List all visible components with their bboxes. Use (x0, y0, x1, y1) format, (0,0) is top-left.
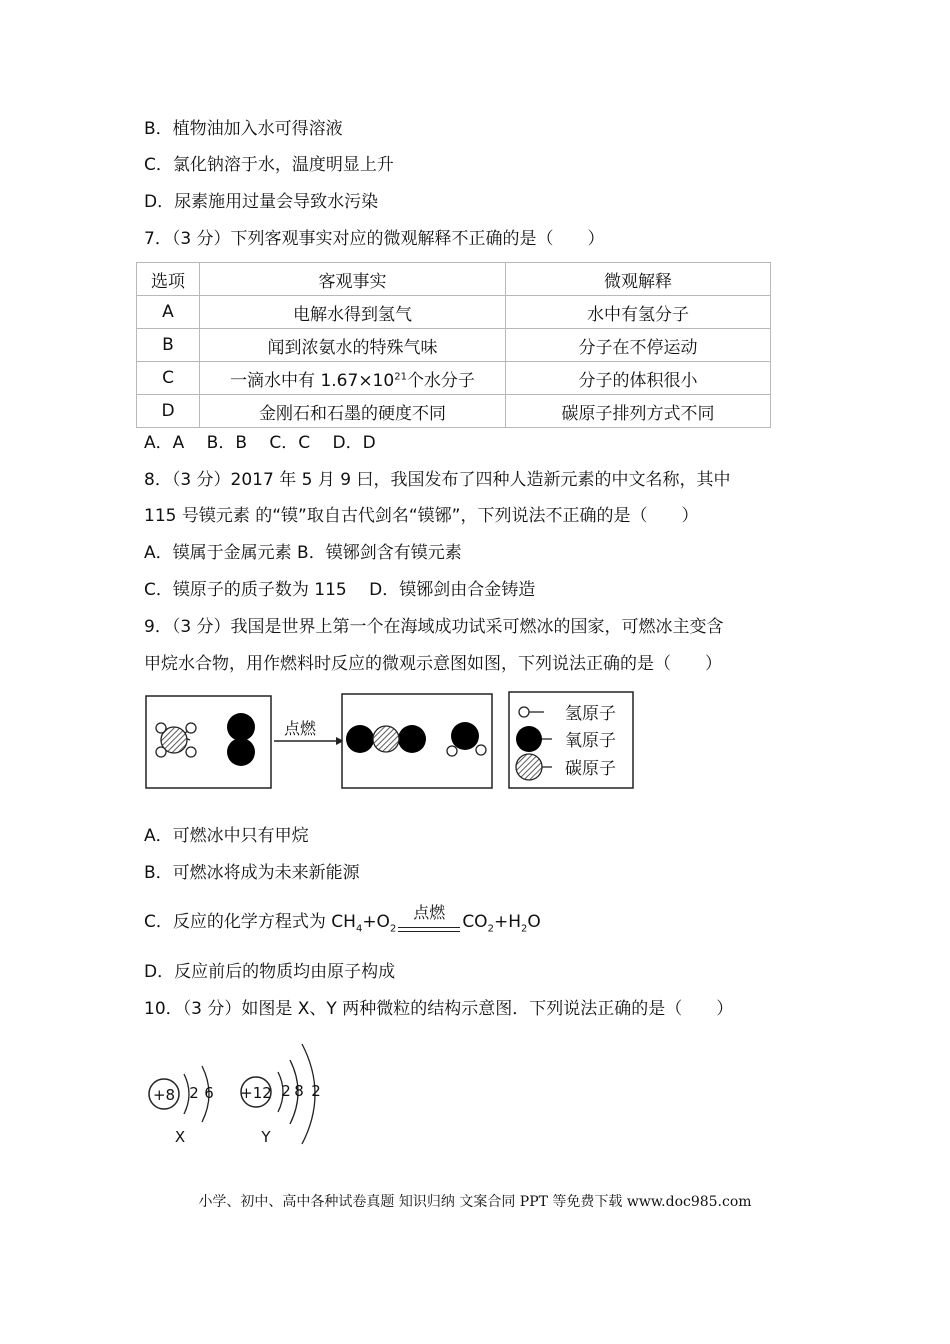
arrow-condition-label: 点燃 (283, 719, 317, 738)
header-explain: 微观解释 (506, 263, 771, 296)
legend-oxygen-label: 氧原子 (565, 731, 616, 751)
table-header-row (137, 263, 771, 296)
q9-option-a: A．可燃冰中只有甲烷 (144, 826, 309, 846)
row-option: C (137, 362, 200, 395)
header-fact: 客观事实 (200, 263, 506, 296)
carbon-atom (373, 726, 399, 752)
q7-answer-options: A．A B．B C．C D．D (144, 433, 376, 453)
q9-option-b: B．可燃冰将成为未来新能源 (144, 863, 360, 883)
oxygen-atom (227, 713, 255, 741)
legend-hydrogen-label: 氢原子 (565, 704, 616, 724)
hydrogen-atom (186, 747, 196, 757)
row-fact: 电解水得到氢气 (200, 296, 506, 329)
q10-stem: 10．（3 分）如图是 X、Y 两种微粒的结构示意图．下列说法正确的是（ ） (144, 999, 734, 1019)
q7-table (136, 262, 771, 428)
page-footer: 小学、初中、高中各种试卷真题 知识归纳 文案合同 PPT 等免费下载 www.doc985.com (198, 1194, 752, 1210)
row-option: B (137, 329, 200, 362)
q8-stem-line1: 8．（3 分）2017 年 5 月 9 曰，我国发布了四种人造新元素的中文名称，其中 (144, 470, 731, 490)
y-shell-3: 2 (311, 1082, 321, 1100)
x-shell-2: 6 (204, 1084, 214, 1102)
row-explain: 水中有氢分子 (506, 296, 771, 329)
row-option: D (137, 395, 200, 428)
row-fact: 闻到浓氨水的特殊气味 (200, 329, 506, 362)
row-option: A (137, 296, 200, 329)
hydrogen-atom (156, 747, 166, 757)
header-option: 选项 (137, 263, 200, 296)
x-nucleus-charge: +8 (152, 1086, 176, 1104)
y-label: Y (261, 1128, 271, 1146)
row-fact: 金刚石和石墨的硬度不同 (200, 395, 506, 428)
particle-y (240, 1044, 321, 1146)
reaction-condition: 点燃 (396, 918, 462, 940)
q9-stem-line1: 9．（3 分）我国是世界上第一个在海域成功试采可燃冰的国家，可燃冰主变含 (144, 617, 724, 637)
oxygen-atom (227, 738, 255, 766)
table-row (137, 362, 771, 395)
hydrogen-atom (476, 745, 486, 755)
methane-molecule (156, 723, 196, 757)
q6-option-b: B．植物油加入水可得溶液 (144, 119, 343, 139)
oxygen-atom (398, 725, 426, 753)
q6-option-c: C．氯化钠溶于水，温度明显上升 (144, 155, 394, 175)
oxygen-atom (451, 722, 479, 750)
x-label: X (174, 1128, 186, 1146)
row-explain: 分子在不停运动 (506, 329, 771, 362)
row-fact: 一滴水中有 $1.67\times 10^{21}$个水分子 (200, 362, 506, 395)
y-nucleus-charge: +12 (240, 1084, 272, 1102)
q8-options-line1: A．镆属于金属元素 B．镆铘剑含有镆元素 (144, 543, 462, 563)
row-explain: 碳原子排列方式不同 (506, 395, 771, 428)
hydrogen-atom (447, 746, 457, 756)
atomic-structure-diagram (140, 1032, 340, 1150)
row-explain: 分子的体积很小 (506, 362, 771, 395)
y-shell-1: 2 (281, 1082, 291, 1100)
table-row (137, 395, 771, 428)
x-shell-1: 2 (189, 1084, 199, 1102)
table-row (137, 296, 771, 329)
legend-carbon-label: 碳原子 (565, 759, 616, 779)
q8-options-line2: C．镆原子的质子数为 115 D．镆铘剑由合金铸造 (144, 580, 536, 600)
y-shell-2: 8 (294, 1082, 304, 1100)
q7-stem: 7．（3 分）下列客观事实对应的微观解释不正确的是（ ） (144, 229, 605, 249)
q8-stem-line2: 115 号镆元素 的“镆”取自古代剑名“镆铘”，下列说法不正确的是（ ） (144, 506, 699, 526)
q6-option-d: D．尿素施用过量会导致水污染 (144, 192, 379, 212)
q9-option-c: C．反应的化学方程式为 $CH_4+O_2$ 点燃 $CO_2+H_2O$ (144, 911, 541, 940)
hydrogen-atom (186, 723, 196, 733)
q9-option-d: D．反应前后的物质均由原子构成 (144, 962, 396, 982)
particle-x (149, 1066, 214, 1146)
combustion-reaction-diagram (140, 688, 640, 794)
hydrogen-atom (156, 723, 166, 733)
q9-stem-line2: 甲烷水合物，用作燃料时反应的微观示意图如图，下列说法正确的是（ ） (144, 654, 722, 674)
oxygen-atom (346, 725, 374, 753)
carbon-dioxide-molecule (346, 725, 426, 753)
table-row (137, 329, 771, 362)
